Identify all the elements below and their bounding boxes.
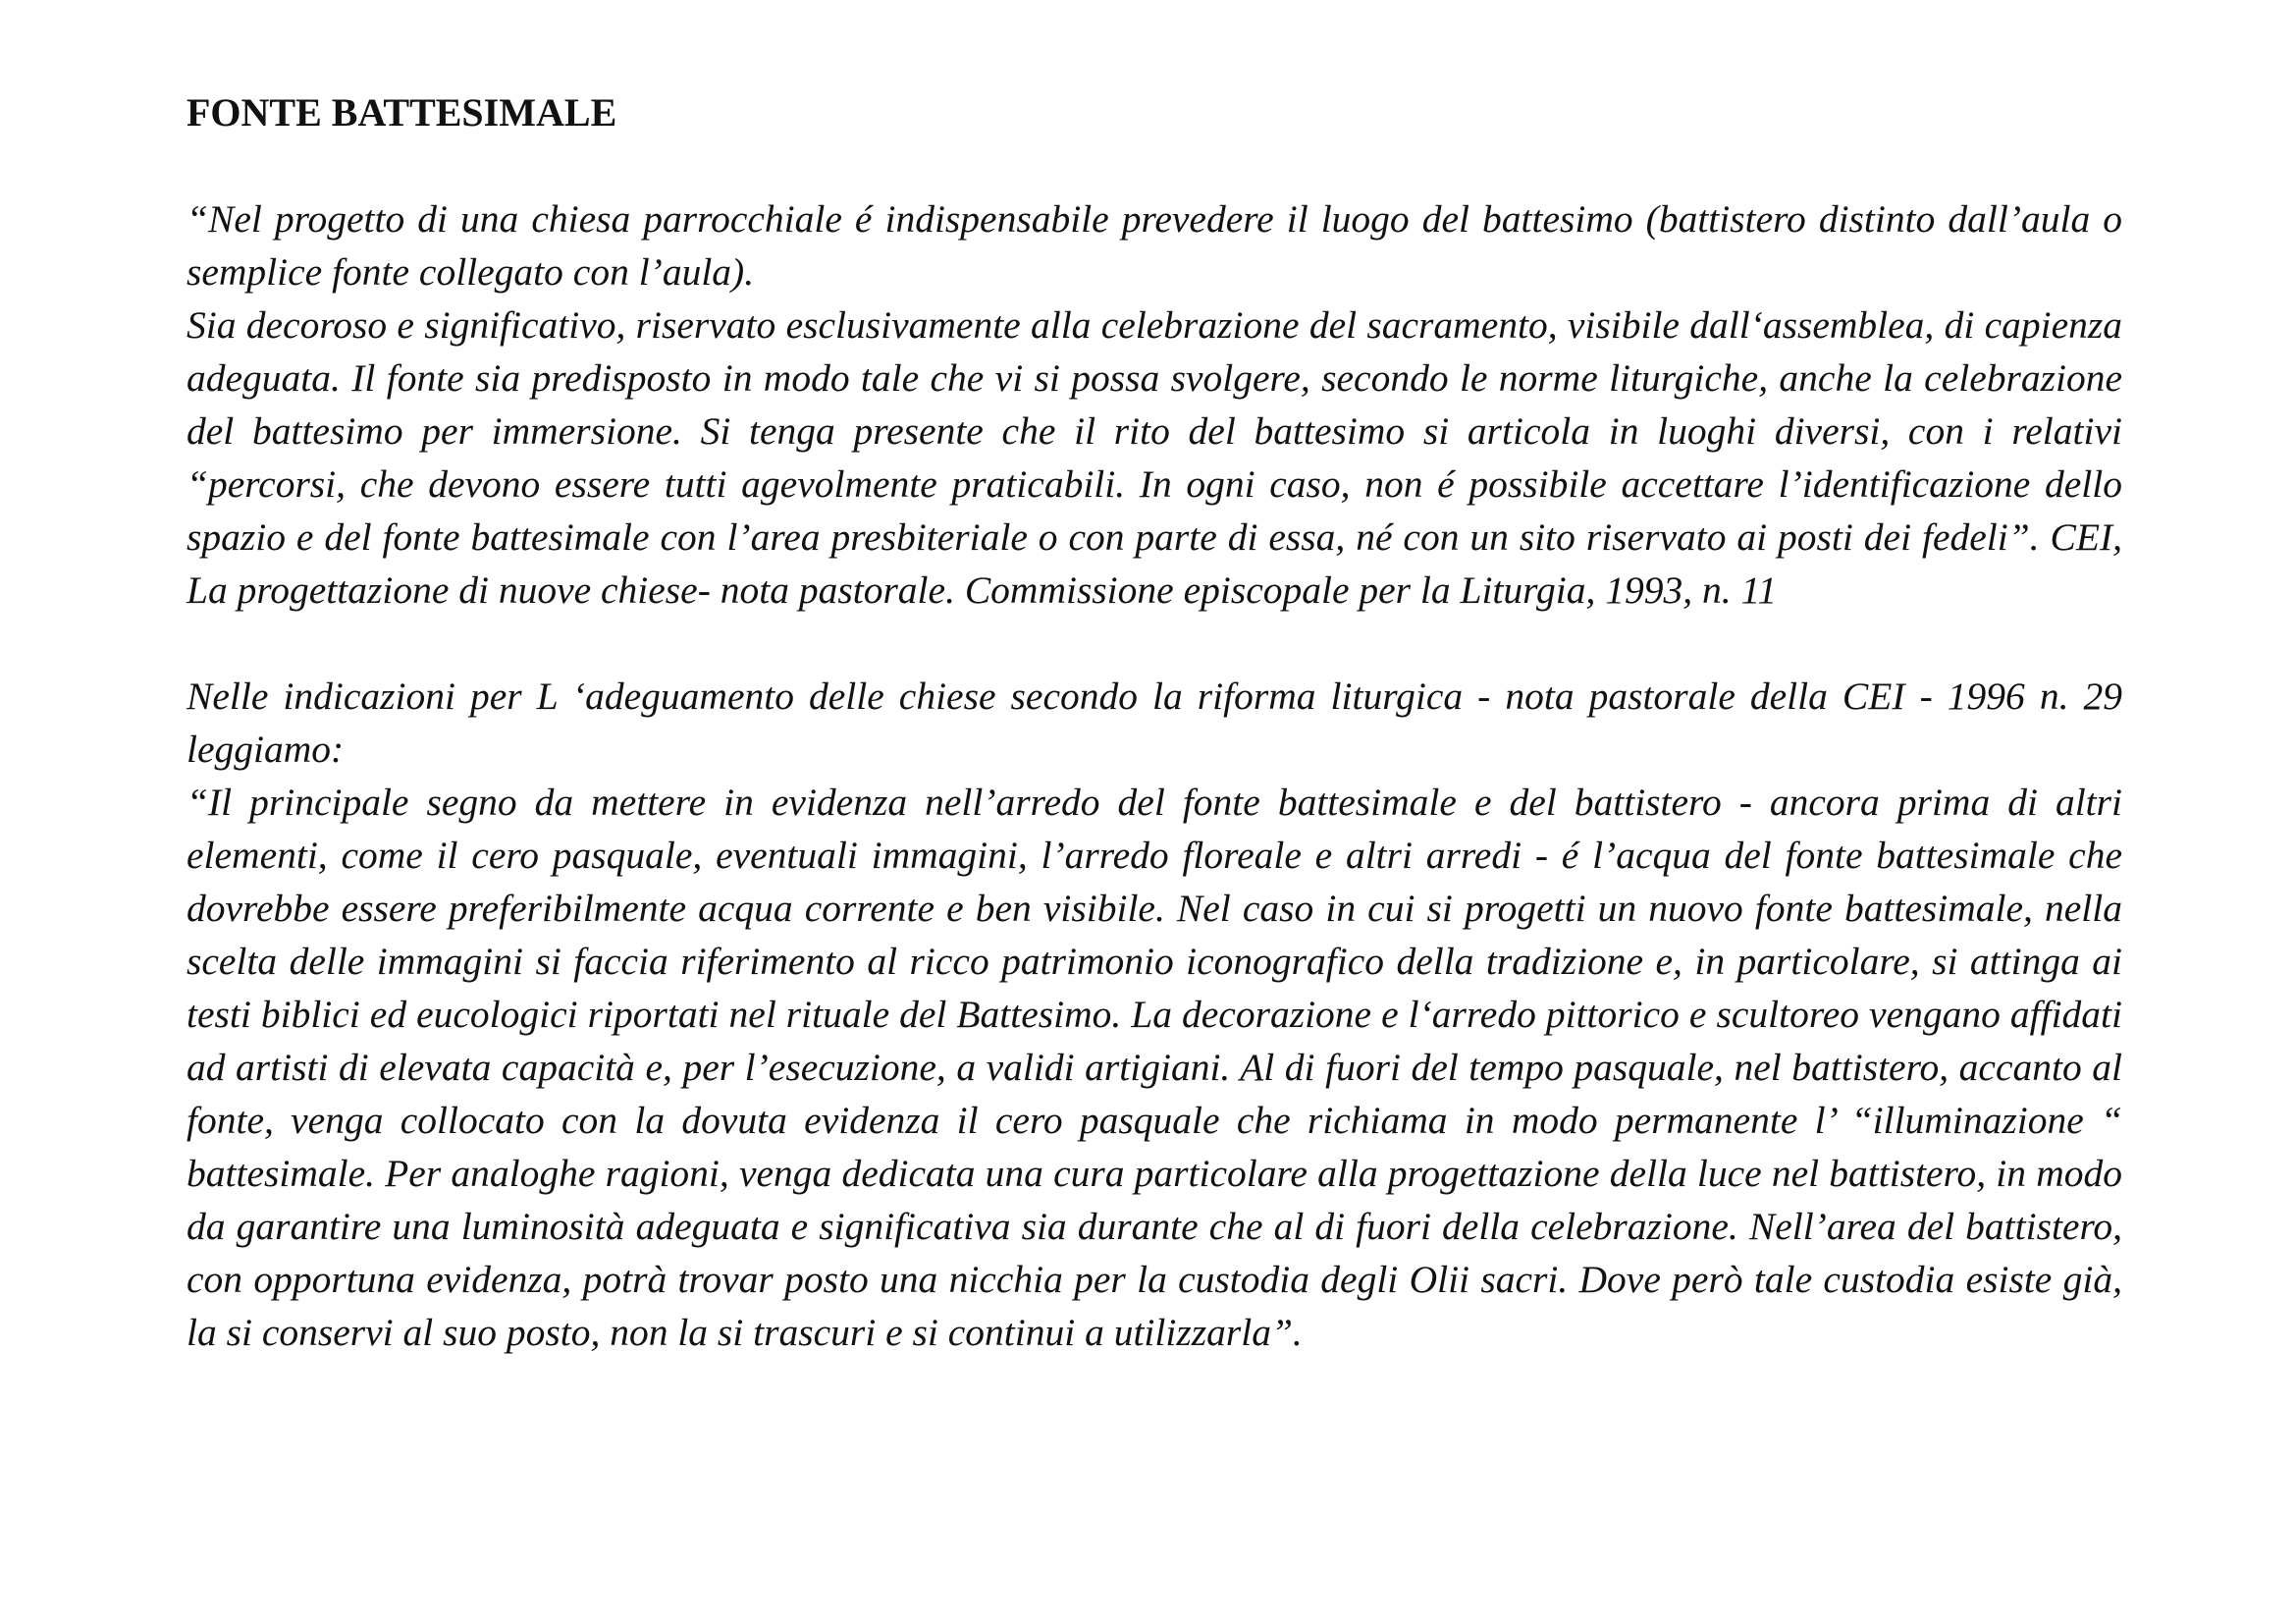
- intro-paragraph: Nelle indicazioni per L ‘adeguamento delle chiese secondo la riforma liturgica - nota pastorale della CEI - 1996 n. 29 leggiamo:: [187, 675, 2122, 771]
- quote-paragraph-3: “Il principale segno da mettere in evidenza nell’arredo del fonte battesimale e del battistero - ancora prima di altri elementi, come il cero pasquale, eventuali immagini, l’arredo floreale e altri arredi - é l’acqua del fonte battesimale che dovrebbe essere preferibilmente acqua corrente e ben visibile. Nel caso in cui si progetti un nuovo fonte battesimale, nella scelta delle immagini si faccia riferimento al ricco patrimonio iconografico della tradizione e, in particolare, si attinga ai testi biblici ed eucologici riportati nel rituale del Battesimo. La decorazione e l‘arredo pittorico e scultoreo vengano affidati ad artisti di elevata capacità e, per l’esecuzione, a validi artigiani. Al di fuori del tempo pasquale, nel battistero, accanto al fonte, venga collocato con la dovuta evidenza il cero pasquale che richiama in modo permanente l’ “illuminazione “ battesimale. Per analoghe ragioni, venga dedicata una cura particolare alla progettazione della luce nel battistero, in modo da garantire una luminosità adeguata e significativa sia durante che al di fuori della celebrazione. Nell’area del battistero, con opportuna evidenza, potrà trovar posto una nicchia per la custodia degli Olii sacri. Dove però tale custodia esiste già, la si conservi al suo posto, non la si trascuri e si continui a utilizzarla”.: [187, 781, 2122, 1354]
- quote-paragraph-1: “Nel progetto di una chiesa parrocchiale é indispensabile prevedere il luogo del battesimo (battistero distinto dall’aula o semplice fonte collegato con l’aula).: [187, 197, 2122, 294]
- title-spacer: [187, 139, 2122, 192]
- document-body: [187, 86, 2122, 1359]
- page-title: FONTE BATTESIMALE: [187, 90, 617, 135]
- quote-paragraph-2: Sia decoroso e significativo, riservato esclusivamente alla celebrazione del sacramento, visibile dall‘assemblea, di capienza adeguata. Il fonte sia predisposto in modo tale che vi si possa svolgere, secondo le norme liturgiche, anche la celebrazione del battesimo per immersione. Si tenga presente che il rito del battesimo si articola in luoghi diversi, con i relativi “percorsi, che devono essere tutti agevolmente praticabili. In ogni caso, non é possibile accettare l’identificazione dello spazio e del fonte battesimale con l’area presbiteriale o con parte di essa, né con un sito riservato ai posti dei fedeli”. CEI, La progettazione di nuove chiese- nota pastorale. Commissione episcopale per la Liturgia, 1993, n. 11: [187, 303, 2122, 612]
- block-spacer: [187, 617, 2122, 670]
